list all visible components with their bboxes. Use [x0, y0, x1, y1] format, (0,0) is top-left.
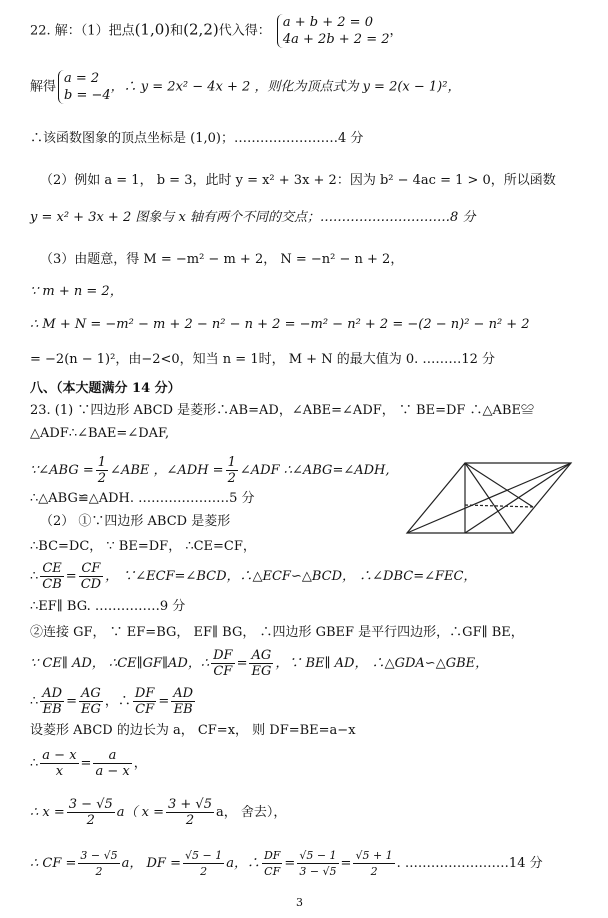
- x-equals: ∴ x =: [30, 805, 65, 820]
- q22-solution-a: a = 2: [64, 71, 100, 86]
- q23-parallel-conclusion: ∴EF∥ BG. ……………9 分: [30, 599, 186, 614]
- frac-num: 3 − √5: [80, 849, 118, 862]
- q22-part3-condition: ∵ m + n = 2，: [30, 284, 123, 299]
- frac-ax-x: [40, 748, 78, 779]
- frac-num: √5 − 1: [299, 849, 337, 862]
- diagonal-line-2: [407, 463, 571, 533]
- frac-den: 3 − √5: [299, 865, 337, 878]
- frac-df-cf-3: [262, 848, 282, 879]
- q23-part1-line-1: 23. (1) ∵四边形 ABCD 是菱形∴AB=AD，∠ABE=∠ADF， ∵ BE=DF ∴△ABE≌: [30, 403, 534, 418]
- frac-den: CD: [80, 577, 102, 592]
- comma: ，: [133, 756, 147, 771]
- q23-part1-conclusion: ∴△ABG≌△ADH. …………………5 分: [30, 491, 255, 506]
- frac-den: x: [55, 764, 64, 779]
- q22-equation-system: [277, 14, 390, 48]
- q23-equation: [30, 748, 147, 779]
- frac-den: CB: [42, 577, 62, 592]
- q22-vertex-form: ，∴ y = 2x² − 4x + 2 ，则化为顶点式为 y = 2(x − 1)²，: [110, 79, 461, 95]
- segment-line-3: [465, 463, 533, 507]
- q22-line-2: [30, 70, 460, 104]
- frac-num: DF: [213, 648, 233, 663]
- rhombus-figure: [405, 457, 575, 539]
- frac-den: EG: [81, 702, 101, 717]
- frac-num: 3 + √5: [168, 797, 212, 812]
- q22-part2-example: （2）例如 a = 1， b = 3，此时 y = x² + 3x + 2：因为 b² − 4ac = 1 > 0，所以函数: [40, 173, 556, 188]
- frac-num: AG: [249, 648, 273, 664]
- frac-den: 2: [200, 865, 208, 878]
- equals: =: [340, 856, 352, 871]
- frac-den: 2: [370, 865, 378, 878]
- q23-part2-start: （2） ①∵四边形 ABCD 是菱形: [40, 514, 231, 529]
- frac-cf-cd: [79, 561, 103, 592]
- df-equals: a， DF =: [121, 856, 181, 871]
- q23-part1-line-2: △ADF∴∠BAE=∠DAF,: [30, 426, 170, 441]
- q23-part1-line-3: [30, 455, 390, 486]
- q23-side-length-setup: 设菱形 ABCD 的边长为 a， CF=x， 则 DF=BE=a−x: [30, 723, 356, 738]
- q22-part3-sum: ∴ M + N = −m² − m + 2 − n² − n + 2 = −m² − n² + 2 = −(2 − n)² − n² + 2: [30, 317, 530, 332]
- q22-system-row-2: 4a + 2b + 2 = 2: [282, 32, 390, 47]
- q22-solution-b: b = −4: [64, 88, 111, 103]
- q23-final-ratio: [30, 848, 543, 879]
- frac-ad-eb: [40, 686, 64, 717]
- frac-num: √5 + 1: [355, 849, 393, 862]
- equals: =: [66, 694, 77, 709]
- frac-df-value: [183, 848, 224, 879]
- q23-half-1: [96, 455, 108, 486]
- frac-num: √5 − 1: [184, 849, 223, 862]
- q23-angle-adh: ∠ABE ，∠ADH =: [110, 463, 224, 478]
- frac-ag-eg-2: [79, 686, 103, 717]
- frac-den: 2: [86, 813, 95, 828]
- q23-ratio-ad-eb: [30, 686, 197, 717]
- frac-df-cf: [211, 648, 234, 679]
- frac-num: 1: [97, 455, 107, 470]
- q22-point-2: (2,2): [183, 20, 219, 39]
- therefore: ∴: [30, 569, 39, 584]
- frac-num: CE: [40, 561, 64, 577]
- q23-parallel-lines: ∵ CE∥ AD， ∴CE∥GF∥AD，∴: [30, 656, 210, 671]
- frac-golden: [353, 848, 394, 879]
- frac-num: DF: [263, 849, 281, 862]
- q22-vertex-coordinate: ∴该函数图象的顶点坐标是 (1,0)；……………………4 分: [30, 131, 364, 146]
- section-8-title: 八、（本大题满分 14 分）: [30, 381, 181, 396]
- frac-3-plus-sqrt5: [166, 797, 214, 828]
- q22-substitute: 代入得：: [218, 23, 271, 39]
- frac-den: CF: [135, 702, 155, 717]
- q22-part2-conclusion: y = x² + 3x + 2 图象与 x 轴有两个不同的交点；…………………………8 分: [30, 210, 476, 225]
- frac-num: AD: [173, 686, 194, 701]
- frac-a-ax: [93, 748, 131, 779]
- frac-den: 2: [95, 865, 103, 878]
- q23-similar-triangles: ， ∵∠ECF=∠BCD，∴△ECF∽△BCD， ∴∠DBC=∠FEC，: [105, 569, 477, 584]
- frac-num: a: [93, 748, 131, 764]
- frac-ratio-mid: [297, 848, 338, 879]
- frac-den: 2: [97, 471, 107, 486]
- q23-ratio-df-cf: [30, 648, 488, 679]
- frac-den: a − x: [95, 764, 130, 779]
- frac-den: EG: [251, 664, 272, 679]
- equals: =: [236, 656, 248, 671]
- q22-system-end: ，: [389, 23, 403, 39]
- frac-den: CF: [264, 865, 281, 878]
- q23-similar-gda-gbe: ，∵ BE∥ AD， ∴△GDA∽△GBE，: [275, 656, 489, 671]
- equals: =: [80, 756, 92, 771]
- therefore: ∴: [30, 756, 39, 771]
- dashed-line: [465, 505, 533, 507]
- q23-half-2: [226, 455, 238, 486]
- frac-num: AD: [42, 686, 63, 701]
- q23-angle-abg: ∵∠ABG =: [30, 463, 94, 478]
- q22-intro: 22. 解：（1）把点: [30, 23, 135, 39]
- frac-cf-value: [78, 848, 119, 879]
- q23-part2-ratio: [30, 561, 476, 592]
- therefore: ∴: [30, 694, 39, 709]
- equals: =: [284, 856, 296, 871]
- frac-df-cf-2: [133, 686, 156, 717]
- frac-num: CF: [79, 561, 103, 577]
- q23-connect-gf: ②连接 GF， ∵ EF=BG， EF∥ BG， ∴四边形 GBEF 是平行四边形，∴GF∥ BE，: [30, 625, 524, 640]
- frac-ag-eg: [249, 648, 273, 679]
- frac-den: EB: [173, 702, 193, 717]
- q23-final-score: . ……………………14 分: [396, 856, 543, 871]
- frac-num: 3 − √5: [68, 797, 113, 812]
- x-alt: a（ x =: [116, 805, 164, 820]
- q22-and: 和: [170, 23, 184, 39]
- frac-den: 2: [227, 471, 236, 486]
- page-number: 3: [296, 896, 303, 909]
- q23-solve-x: [30, 797, 286, 828]
- frac-den: 2: [185, 813, 195, 828]
- therefore-2: ，∴: [104, 694, 131, 709]
- frac-num: a − x: [42, 748, 77, 763]
- q22-system-row-1: a + b + 2 = 0: [282, 15, 373, 30]
- q22-point-1: (1,0): [134, 20, 171, 39]
- cf-equals: ∴ CF =: [30, 856, 77, 871]
- q22-part3-max: = −2(n − 1)²，由−2<0，知当 n = 1时， M + N 的最大值为 0. ………12 分: [30, 352, 496, 367]
- frac-den: EB: [42, 702, 62, 717]
- frac-den: CF: [213, 664, 233, 679]
- q23-part2-equal-sides: ∴BC=DC， ∵ BE=DF， ∴CE=CF，: [30, 539, 256, 554]
- frac-num: DF: [134, 686, 155, 701]
- q22-line-1: [30, 14, 403, 48]
- q23-angle-conclusion: ∠ADF ∴∠ABG=∠ADH,: [239, 463, 390, 478]
- q22-solution-system: [58, 70, 111, 104]
- frac-3-minus-sqrt5: [67, 797, 115, 828]
- frac-num: AG: [79, 686, 103, 702]
- frac-num: 1: [227, 455, 236, 470]
- equals: =: [65, 569, 77, 584]
- frac-ce-cb: [40, 561, 64, 592]
- frac-ad-eb-2: [171, 686, 195, 717]
- discard: a， 舍去），: [215, 805, 287, 820]
- q22-solve-label: 解得: [30, 79, 57, 95]
- therefore-3: a，∴: [226, 856, 260, 871]
- equals: =: [158, 694, 170, 709]
- q22-part3-setup: （3）由题意，得 M = −m² − m + 2， N = −n² − n + 2，: [40, 252, 404, 267]
